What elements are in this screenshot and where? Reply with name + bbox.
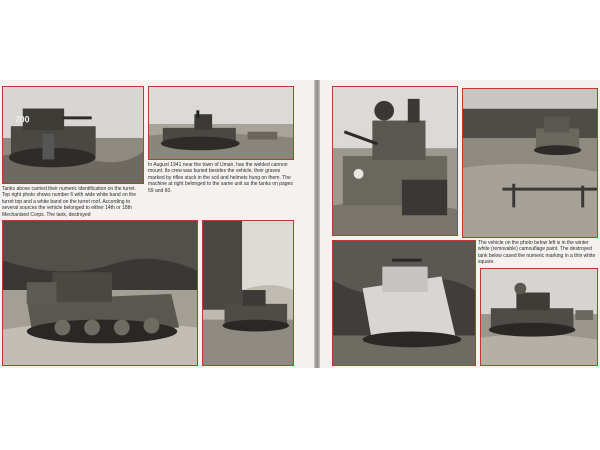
- photo-tank-white-camouflage: [332, 240, 476, 366]
- photo-tank-muddy-field: [462, 88, 598, 238]
- turret-number-label: 700: [14, 114, 30, 125]
- photo-tank-roadside: [202, 220, 294, 366]
- book-spread: [0, 80, 600, 368]
- right-page: [320, 80, 600, 368]
- caption-left-middle: In August 1941 near the town of Uman, has the welded cannon mount. Its crew was buried besides the vehicle, their graves marked by rifles stuck in the soil and helmets hung on them. The machine at right belonged to the same unit as the tanks on pages 59 and 60.: [148, 162, 293, 194]
- left-page: [0, 80, 314, 368]
- photo-tank-numeric-marking: [480, 268, 598, 366]
- photo-tank-field: [148, 86, 294, 160]
- photo-destroyed-tank-road: [2, 220, 198, 366]
- caption-right-middle: The vehicle on the photo below left is in the winter white (removable) camouflage paint. The destroyed tank below cased the numeric marking in a thin white square.: [478, 240, 596, 266]
- photo-tank-open-hatches: [332, 86, 458, 236]
- photo-tank-number-700: [2, 86, 144, 184]
- caption-left-top: Tanks above carried their numeric identification on the turret. Top right photo shows number 6 with wide white band on the turret top and a white band on the turret roof. According to several sources the vehicle belonged to either 14th or 18th Mechanised Corps. The tank, destroyed: [2, 186, 136, 218]
